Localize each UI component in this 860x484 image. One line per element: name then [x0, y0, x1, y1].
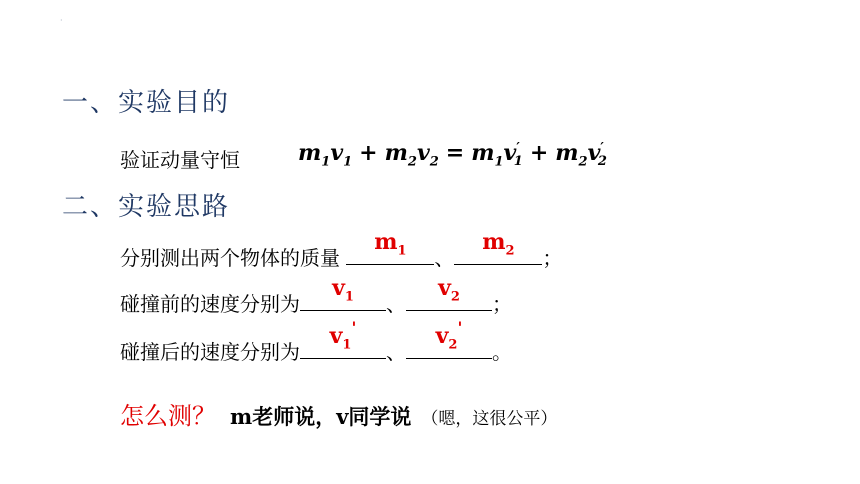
question-statement: m老师说，v同学说 [230, 404, 412, 429]
blank-mass-2 [454, 228, 542, 265]
blank-velocity-1 [300, 274, 386, 311]
section-heading-objective: 一、实验目的 [62, 88, 231, 118]
formula-term: $m_1v_1$ [298, 140, 353, 170]
formula-term: $m_1v'_1$ [471, 140, 523, 170]
question-ask: 怎么测？ [120, 402, 216, 430]
blank-mass-1 [346, 228, 434, 265]
formula-term: $m_2v'_2$ [555, 140, 607, 170]
answer-m1: $m_1$ [374, 228, 407, 258]
velocity-after-line: 碰撞后的速度分别为 $v_1'$ 、 $v_2'$ 。 [120, 317, 512, 364]
objective-text: 验证动量守恒 [120, 148, 240, 172]
section-heading-approach: 二、实验思路 [62, 192, 231, 222]
answer-v1: $v_1$ [332, 274, 354, 304]
blank-velocity-2 [406, 274, 492, 311]
answer-m2: $m_2$ [482, 228, 515, 258]
formula-term: $m_2v_2$ [384, 140, 439, 170]
answer-v2-prime: $v_2'$ [435, 317, 463, 352]
blank-velocity-1-prime [300, 317, 386, 359]
plus-sign: + [529, 140, 549, 166]
plus-sign: + [359, 140, 378, 166]
question-note: （嗯，这很公平） [421, 409, 558, 429]
blank-velocity-2-prime [406, 317, 492, 359]
answer-v1-prime: $v_1'$ [329, 317, 357, 352]
velocity-before-line: 碰撞前的速度分别为 $v_1$ 、 $v_2$ ； [120, 274, 512, 316]
momentum-conservation-formula [298, 140, 607, 169]
answer-v2: $v_2$ [438, 274, 460, 304]
equals-sign: = [445, 140, 465, 166]
mass-line: 分别测出两个物体的质量 $m_1$ 、 $m_2$ ； [120, 228, 563, 270]
question-line [120, 396, 557, 431]
corner-mark: · [60, 16, 63, 25]
